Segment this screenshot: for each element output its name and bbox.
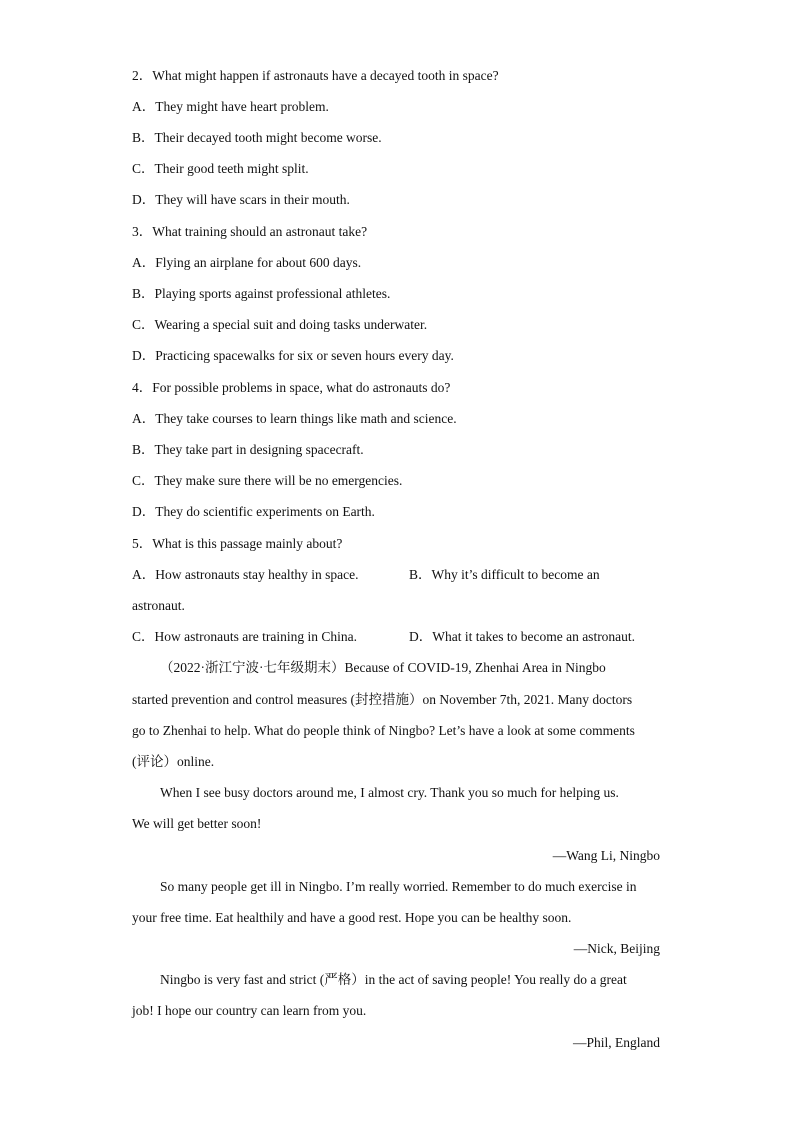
question-3-option-a: A．Flying an airplane for about 600 days. xyxy=(132,255,362,270)
question-2-option-b: B．Their decayed tooth might become worse. xyxy=(132,130,382,145)
question-2-stem: 2．What might happen if astronauts have a decayed tooth in space? xyxy=(132,68,499,83)
question-3-option-d: D．Practicing spacewalks for six or seven hours every day. xyxy=(132,348,454,363)
question-5-option-b-continued: astronaut. xyxy=(132,598,185,613)
question-2-option-d: D．They will have scars in their mouth. xyxy=(132,192,350,207)
question-5-stem: 5．What is this passage mainly about? xyxy=(132,536,343,551)
passage-intro-line-2: started prevention and control measures (封控措施）on November 7th, 2021. Many doctors xyxy=(132,692,633,707)
passage-intro-line-4: (评论）online. xyxy=(132,754,215,769)
comment-1-line-2: We will get better soon! xyxy=(132,816,262,831)
question-2-option-a: A．They might have heart problem. xyxy=(132,99,329,114)
comment-3-line-1: Ningbo is very fast and strict (严格）in the act of saving people! You really do a great xyxy=(160,972,627,987)
passage-intro-line-1: （2022·浙江宁波·七年级期末）Because of COVID-19, Zhenhai Area in Ningbo xyxy=(160,660,606,675)
comment-1-signature: —Wang Li, Ningbo xyxy=(552,848,660,863)
comment-2-line-2: your free time. Eat healthily and have a good rest. Hope you can be healthy soon. xyxy=(132,910,572,925)
question-3-option-b: B．Playing sports against professional athletes. xyxy=(132,286,391,301)
comment-1-line-1: When I see busy doctors around me, I almost cry. Thank you so much for helping us. xyxy=(160,785,619,800)
question-4-option-c: C．They make sure there will be no emergencies. xyxy=(132,473,403,488)
question-5-option-a: A．How astronauts stay healthy in space. xyxy=(132,567,359,582)
question-3-option-c: C．Wearing a special suit and doing tasks underwater. xyxy=(132,317,428,332)
question-4-stem: 4．For possible problems in space, what do astronauts do? xyxy=(132,380,451,395)
passage-intro-line-3: go to Zhenhai to help. What do people think of Ningbo? Let’s have a look at some comments xyxy=(132,723,635,738)
comment-2-line-1: So many people get ill in Ningbo. I’m really worried. Remember to do much exercise in xyxy=(160,879,637,894)
question-5-option-c: C．How astronauts are training in China. xyxy=(132,629,357,644)
comment-3-line-2: job! I hope our country can learn from you. xyxy=(132,1003,367,1018)
question-5-option-d: D．What it takes to become an astronaut. xyxy=(409,629,636,644)
question-4-option-d: D．They do scientific experiments on Earth. xyxy=(132,504,375,519)
comment-3-signature: —Phil, England xyxy=(573,1035,660,1050)
question-5-option-b: B．Why it’s difficult to become an xyxy=(409,567,600,582)
question-2-option-c: C．Their good teeth might split. xyxy=(132,161,309,176)
question-4-option-b: B．They take part in designing spacecraft. xyxy=(132,442,364,457)
question-3-stem: 3．What training should an astronaut take? xyxy=(132,224,368,239)
comment-2-signature: —Nick, Beijing xyxy=(573,941,660,956)
question-4-option-a: A．They take courses to learn things like math and science. xyxy=(132,411,457,426)
